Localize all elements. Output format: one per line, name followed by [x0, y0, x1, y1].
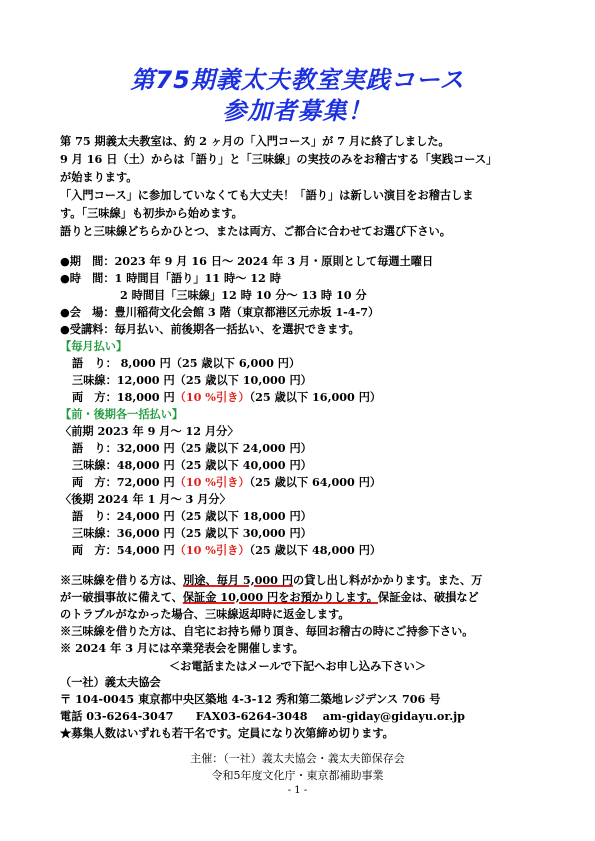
discount-label: （10 %引き）	[174, 390, 250, 404]
intro-line: 第 75 期義太夫教室は、約 2 ヶ月の「入門コース」が 7 月に終了しました。	[60, 134, 450, 148]
second-both: 両 方：54,000 円（10 %引き）（25 歳以下 48,000 円）	[72, 543, 382, 557]
monthly-both: 両 方：18,000 円（10 %引き）（25 歳以下 16,000 円）	[72, 390, 382, 404]
note-rental-2: が一破損事故に備えて、保証金 10,000 円をお預かりします。保証金は、破損など	[60, 590, 479, 604]
title-line-2: 参加者募集！	[222, 97, 373, 125]
contact-heading: ＜お電話またはメールで下記へお申し込み下さい＞	[168, 659, 427, 673]
second-katari: 語 り：24,000 円（25 歳以下 18,000 円）	[72, 509, 312, 523]
period-line: ●期 間：2023 年 9 月 16 日～ 2024 年 3 月・原則として毎週土曜日	[60, 254, 434, 268]
note-rental-1: ※三味線を借りる方は、別途、毎月 5,000 円の貸し出し料がかかります。また、万	[60, 573, 483, 587]
note-rental-3: のトラブルがなかった場合、三味線返却時に返金します。	[60, 607, 350, 621]
intro-line: 「入門コース」に参加していなくても大丈夫！「語り」は新しい演目をお稽古しま	[60, 188, 474, 202]
support-line: 令和5年度文化庁・東京都補助事業	[211, 769, 384, 782]
first-katari: 語 り：32,000 円（25 歳以下 24,000 円）	[72, 441, 312, 455]
intro-line: す。「三味線」も初歩から始めます。	[60, 206, 243, 220]
page-number: - 1 -	[287, 785, 308, 796]
first-term-label: 〈前期 2023 年 9 月～ 12 月分〉	[60, 424, 239, 438]
intro-line: 9 月 16 日（土）からは「語り」と「三味線」の実技のみをお稽古する「実践コース」	[60, 152, 498, 166]
lump-header: 【前・後期各一括払い】	[60, 407, 184, 421]
second-term-label: 〈後期 2024 年 1 月～ 3 月分〉	[60, 492, 231, 506]
title-line-1: 第75期義太夫教室実践コース	[130, 66, 465, 94]
monthly-header: 【毎月払い】	[60, 339, 128, 353]
first-shamisen: 三味線：48,000 円（25 歳以下 40,000 円）	[72, 458, 312, 472]
intro-line: が始まります。	[60, 170, 138, 184]
host-line: 主催：（一社）義太夫協会・義太夫節保存会	[190, 752, 405, 765]
contact-phone: 電話 03-6264-3047 FAX03-6264-3048 am-giday@gidayu.or.jp	[60, 709, 465, 723]
intro-line: 語りと三味線どちらかひとつ、または両方、ご都合に合わせてお選び下さい。	[60, 224, 451, 238]
fee-line: ●受講料：毎月払い、前後期各一括払い、を選択できます。	[60, 322, 360, 336]
second-shamisen: 三味線：36,000 円（25 歳以下 30,000 円）	[72, 526, 312, 540]
time-line-1: ●時 間：1 時間目「語り」11 時～ 12 時	[60, 271, 281, 285]
capacity-note: ★募集人数はいずれも若干名です。定員になり次第締め切ります。	[60, 726, 394, 740]
time-line-2: 2 時間目「三味線」12 時 10 分～ 13 時 10 分	[120, 288, 367, 302]
monthly-katari: 語 り： 8,000 円（25 歳以下 6,000 円）	[72, 356, 301, 370]
monthly-shamisen: 三味線：12,000 円（25 歳以下 10,000 円）	[72, 373, 312, 387]
first-both: 両 方：72,000 円（10 %引き）（25 歳以下 64,000 円）	[72, 475, 382, 489]
discount-label: （10 %引き）	[174, 543, 250, 557]
note-take-home: ※三味線を借りた方は、自宅にお持ち帰り頂き、毎回お稽古の時にご持参下さい。	[60, 624, 474, 638]
note-recital: ※ 2024 年 3 月には卒業発表会を開催します。	[60, 641, 304, 655]
contact-address: 〒 104-0045 東京都中央区築地 4-3-12 秀和第二築地レジデンス 706 号	[60, 692, 441, 706]
discount-label: （10 %引き）	[174, 475, 250, 489]
contact-org: （一社）義太夫協会	[60, 675, 161, 689]
venue-line: ●会 場：豊川稲荷文化会館 3 階（東京都港区元赤坂 1-4-7）	[60, 305, 380, 319]
